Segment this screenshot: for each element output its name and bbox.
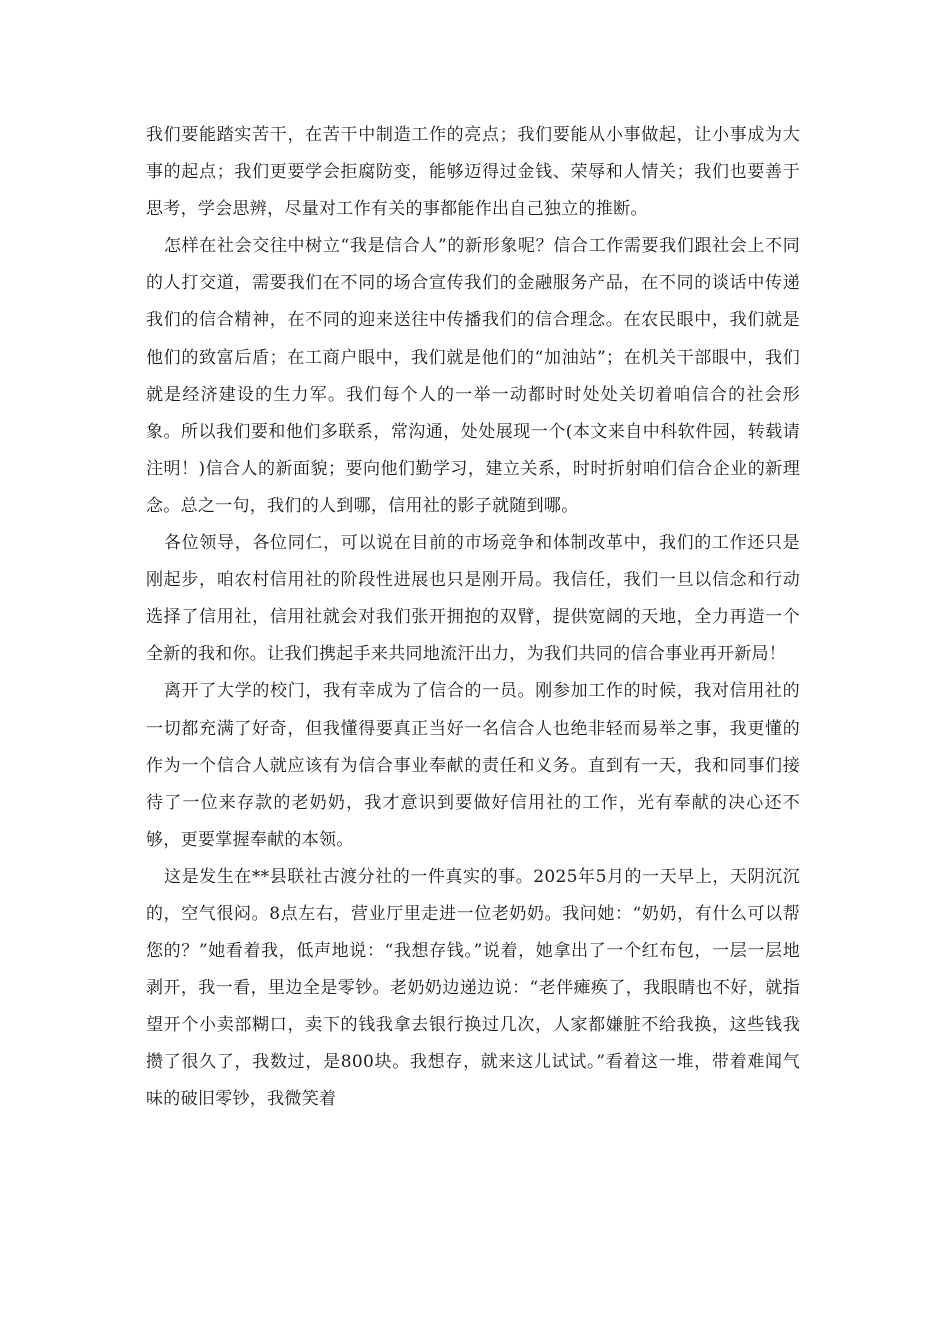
paragraph-1: 我们要能踏实苦干，在苦干中制造工作的亮点；我们要能从小事做起，让小事成为大事的起点；我们更要学会拒腐防变，能够迈得过金钱、荣辱和人情关；我们也要善于思考，学会思辨，尽量对工作有关的事都能作出自己独立的推断。 bbox=[146, 125, 800, 220]
document-body bbox=[146, 117, 800, 1119]
paragraph-3: 各位领导，各位同仁，可以说在目前的市场竞争和体制改革中，我们的工作还只是刚起步，咱农村信用社的阶段性进展也只是刚开局。我信任，我们一旦以信念和行动选择了信用社，信用社就会对我们张开拥抱的双臂，提供宽阔的天地，全力再造一个全新的我和你。让我们携起手来共同地流汗出力，为我们共同的信合事业再开新局！ bbox=[146, 533, 800, 665]
paragraph-2: 怎样在社会交往中树立“我是信合人”的新形象呢？信合工作需要我们跟社会上不同的人打交道，需要我们在不同的场合宣传我们的金融服务产品，在不同的谈话中传递我们的信合精神，在不同的迎来送往中传播我们的信合理念。在农民眼中，我们就是他们的致富后盾；在工商户眼中，我们就是他们的“加油站”；在机关干部眼中，我们就是经济建设的生力军。我们每个人的一举一动都时时处处关切着咱信合的社会形象。所以我们要和他们多联系，常沟通，处处展现一个(本文来自中科软件园，转载请注明！)信合人的新面貌；要向他们勤学习，建立关系，时时折射咱们信合企业的新理念。总之一句，我们的人到哪，信用社的影子就随到哪。 bbox=[146, 236, 800, 516]
paragraph-4: 离开了大学的校门，我有幸成为了信合的一员。刚参加工作的时候，我对信用社的一切都充满了好奇，但我懂得要真正当好一名信合人也绝非轻而易举之事，我更懂的作为一个信合人就应该有为信合事业奉献的责任和义务。直到有一天，我和同事们接待了一位来存款的老奶奶，我才意识到要做好信用社的工作，光有奉献的决心还不够，更要掌握奉献的本领。 bbox=[146, 681, 800, 850]
paragraph-5: 这是发生在**县联社古渡分社的一件真实的事。2025年5月的一天早上，天阴沉沉的，空气很闷。8点左右，营业厅里走进一位老奶奶。我问她：“奶奶，有什么可以帮您的？”她看着我，低声地说：“我想存钱。”说着，她拿出了一个红布包，一层一层地剥开，我一看，里边全是零钞。老奶奶边递边说：“老伴瘫痪了，我眼睛也不好，就指望开个小卖部糊口，卖下的钱我拿去银行换过几次，人家都嫌脏不给我换，这些钱我攒了很久了，我数过，是800块。我想存，就来这儿试试。”看着这一堆，带着难闻气味的破旧零钞，我微笑着 bbox=[146, 866, 800, 1110]
